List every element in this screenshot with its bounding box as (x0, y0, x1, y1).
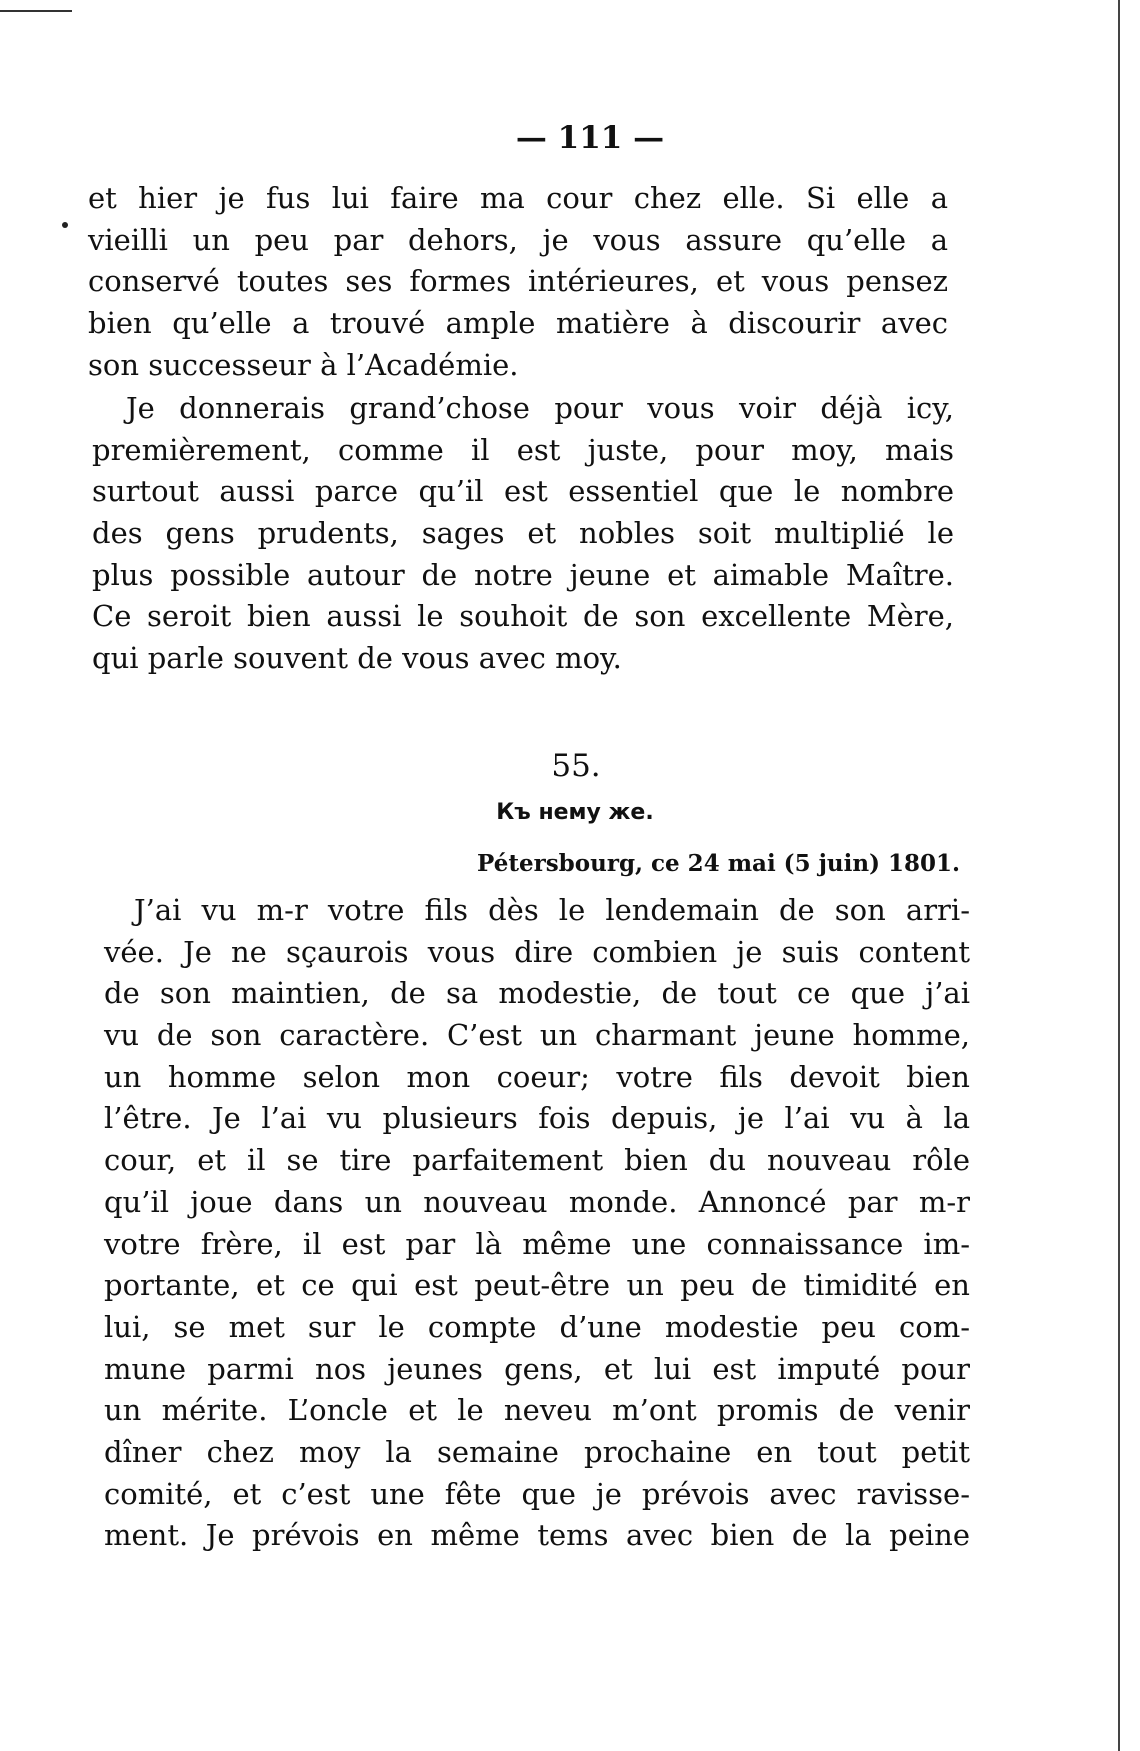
scan-page-edge (1118, 0, 1120, 1751)
text-line: bien qu’elle a trouvé ample matière à discourir avec (88, 306, 948, 341)
letter-dateline: Pétersbourg, ce 24 mai (5 juin) 1801. (477, 850, 960, 877)
paragraph-continuation (88, 178, 948, 386)
text-line: comité, et c’est une fête que je prévois avec ravisse- (104, 1476, 970, 1511)
text-line: des gens prudents, sages et nobles soit multiplié le (92, 516, 954, 551)
text-line: conservé toutes ses formes intérieures, et vous pensez (88, 264, 948, 299)
text-line: vée. Je ne sçaurois vous dire combien je suis content (104, 934, 970, 969)
text-line: cour, et il se tire parfaitement bien du nouveau rôle (104, 1143, 970, 1178)
scan-margin-line (0, 10, 72, 12)
letter-number: 55. (551, 748, 601, 784)
text-line: qui parle souvent de vous avec moy. (92, 641, 622, 676)
paragraph-second (92, 388, 954, 680)
text-line: l’être. Je l’ai vu plusieurs fois depuis, je l’ai vu à la (104, 1101, 970, 1136)
text-line: Je donnerais grand’chose pour vous voir déjà icy, (126, 391, 954, 425)
text-line: qu’il joue dans un nouveau monde. Annoncé par m-r (104, 1184, 970, 1219)
text-line: ment. Je prévois en même tems avec bien de la peine (104, 1518, 970, 1553)
scan-speck (62, 222, 68, 228)
text-line: dîner chez moy la semaine prochaine en tout petit (104, 1434, 970, 1469)
text-line: premièrement, comme il est juste, pour moy, mais (92, 432, 954, 467)
text-line: et hier je fus lui faire ma cour chez elle. Si elle a (88, 181, 948, 215)
text-line: un mérite. L’oncle et le neveu m’ont promis de venir (104, 1393, 970, 1428)
text-line: son successeur à l’Académie. (88, 347, 519, 382)
text-line: Ce seroit bien aussi le souhoit de son excellente Mère, (92, 599, 954, 634)
letter-body (104, 890, 970, 1557)
text-line: de son maintien, de sa modestie, de tout ce que j’ai (104, 976, 970, 1011)
letter-recipient: Къ нему же. (496, 800, 654, 825)
text-line: vieilli un peu par dehors, je vous assure qu’elle a (88, 222, 948, 257)
text-line: plus possible autour de notre jeune et aimable Maître. (92, 557, 954, 592)
text-line: mune parmi nos jeunes gens, et lui est imputé pour (104, 1351, 970, 1386)
text-line: vu de son caractère. C’est un charmant jeune homme, (104, 1018, 970, 1053)
page-number: — 111 — (515, 120, 665, 156)
text-line: un homme selon mon coeur; votre fils devoit bien (104, 1059, 970, 1094)
text-line: votre frère, il est par là même une connaissance im- (104, 1226, 970, 1261)
text-line: lui, se met sur le compte d’une modestie peu com- (104, 1309, 970, 1344)
text-line: portante, et ce qui est peut-être un peu de timidité en (104, 1268, 970, 1303)
text-line: J’ai vu m-r votre fils dès le lendemain de son arri- (134, 893, 970, 927)
text-line: surtout aussi parce qu’il est essentiel que le nombre (92, 474, 954, 509)
